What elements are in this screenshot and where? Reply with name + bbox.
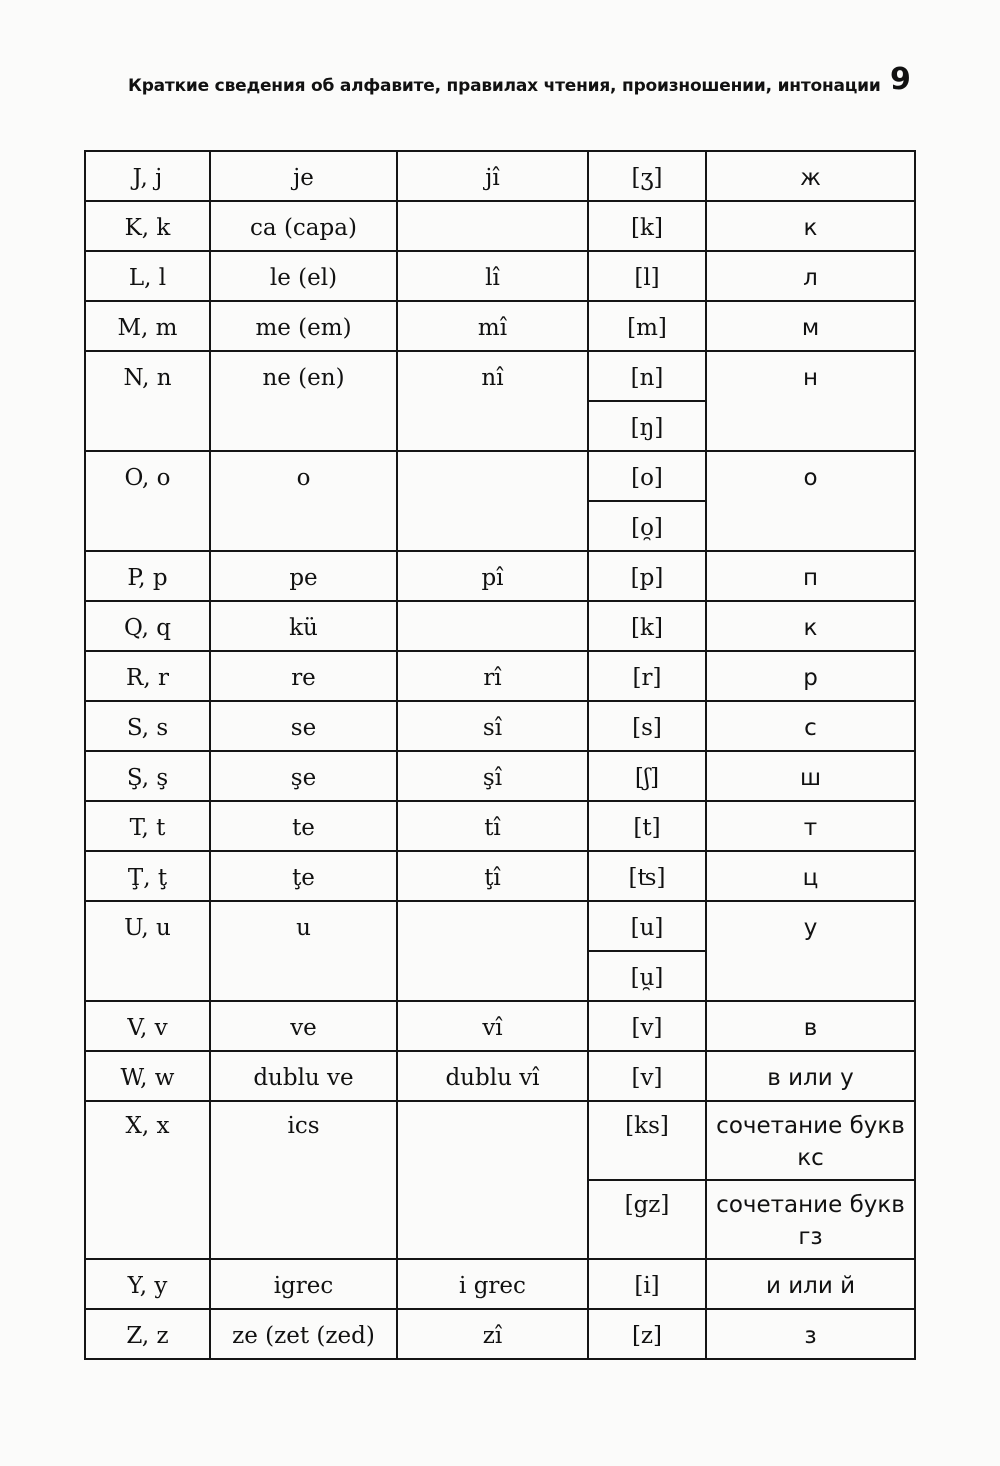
russian-cell: сочетание букв гз <box>706 1180 915 1259</box>
alt-name-cell: pî <box>397 551 588 601</box>
letter-cell: V, v <box>85 1001 210 1051</box>
letter-cell: J, j <box>85 151 210 201</box>
sound-cell: [gz] <box>588 1180 706 1259</box>
page-header <box>0 62 1000 112</box>
letter-cell: Z, z <box>85 1309 210 1359</box>
table-row <box>85 551 915 601</box>
letter-cell: K, k <box>85 201 210 251</box>
table-row <box>85 251 915 301</box>
alt-name-cell: zî <box>397 1309 588 1359</box>
letter-cell: Ţ, ţ <box>85 851 210 901</box>
russian-cell: п <box>706 551 915 601</box>
name-cell: şe <box>210 751 397 801</box>
russian-cell: т <box>706 801 915 851</box>
letter-cell: R, r <box>85 651 210 701</box>
sound-cell: [ʦ] <box>588 851 706 901</box>
russian-cell: м <box>706 301 915 351</box>
russian-cell: и или й <box>706 1259 915 1309</box>
table-row <box>85 701 915 751</box>
russian-cell: н <box>706 351 915 451</box>
sound-cell: [r] <box>588 651 706 701</box>
alt-name-cell: sî <box>397 701 588 751</box>
sound-cell: [l] <box>588 251 706 301</box>
table-row <box>85 1051 915 1101</box>
name-cell: je <box>210 151 397 201</box>
name-cell: te <box>210 801 397 851</box>
sound-cell: [z] <box>588 1309 706 1359</box>
table-row <box>85 301 915 351</box>
letter-cell: Y, y <box>85 1259 210 1309</box>
russian-cell: с <box>706 701 915 751</box>
table-row <box>85 851 915 901</box>
alt-name-cell <box>397 901 588 1001</box>
russian-cell: ш <box>706 751 915 801</box>
russian-cell: к <box>706 201 915 251</box>
alt-name-cell <box>397 601 588 651</box>
alphabet-table-body <box>85 151 915 1359</box>
letter-cell: W, w <box>85 1051 210 1101</box>
sound-cell: [s] <box>588 701 706 751</box>
sound-cell: [k] <box>588 601 706 651</box>
name-cell: ca (capa) <box>210 201 397 251</box>
name-cell: igrec <box>210 1259 397 1309</box>
letter-cell: X, x <box>85 1101 210 1259</box>
alt-name-cell: vî <box>397 1001 588 1051</box>
alt-name-cell <box>397 451 588 551</box>
table-row <box>85 451 915 501</box>
sound-cell: [p] <box>588 551 706 601</box>
table-row <box>85 751 915 801</box>
alt-name-cell: şî <box>397 751 588 801</box>
name-cell: ze (zet (zed) <box>210 1309 397 1359</box>
russian-cell: в <box>706 1001 915 1051</box>
table-row <box>85 1309 915 1359</box>
russian-cell: р <box>706 651 915 701</box>
name-cell: ţe <box>210 851 397 901</box>
alt-name-cell <box>397 1101 588 1259</box>
letter-cell: O, o <box>85 451 210 551</box>
name-cell: se <box>210 701 397 751</box>
name-cell: ve <box>210 1001 397 1051</box>
letter-cell: N, n <box>85 351 210 451</box>
russian-cell: в или у <box>706 1051 915 1101</box>
letter-cell: S, s <box>85 701 210 751</box>
letter-cell: Q, q <box>85 601 210 651</box>
name-cell: o <box>210 451 397 551</box>
sound-cell: [u̯] <box>588 951 706 1001</box>
table-row <box>85 1101 915 1180</box>
sound-cell: [v] <box>588 1051 706 1101</box>
letter-cell: P, p <box>85 551 210 601</box>
alt-name-cell: tî <box>397 801 588 851</box>
russian-cell: ж <box>706 151 915 201</box>
sound-cell: [v] <box>588 1001 706 1051</box>
name-cell: dublu ve <box>210 1051 397 1101</box>
table-row <box>85 901 915 951</box>
alphabet-table <box>84 150 916 1360</box>
sound-cell: [ʃ] <box>588 751 706 801</box>
sound-cell: [m] <box>588 301 706 351</box>
letter-cell: T, t <box>85 801 210 851</box>
alt-name-cell: jî <box>397 151 588 201</box>
page-title: Краткие сведения об алфавите, правилах чтения, произношении, интонации <box>128 76 881 96</box>
russian-cell: о <box>706 451 915 551</box>
name-cell: re <box>210 651 397 701</box>
letter-cell: L, l <box>85 251 210 301</box>
letter-cell: M, m <box>85 301 210 351</box>
sound-cell: [t] <box>588 801 706 851</box>
alt-name-cell <box>397 201 588 251</box>
russian-cell: з <box>706 1309 915 1359</box>
page-number: 9 <box>890 62 911 97</box>
table-row <box>85 351 915 401</box>
russian-cell: л <box>706 251 915 301</box>
alt-name-cell: dublu vî <box>397 1051 588 1101</box>
sound-cell: [n] <box>588 351 706 401</box>
name-cell: kü <box>210 601 397 651</box>
sound-cell: [i] <box>588 1259 706 1309</box>
sound-cell: [ʒ] <box>588 151 706 201</box>
alt-name-cell: mî <box>397 301 588 351</box>
letter-cell: U, u <box>85 901 210 1001</box>
table-row <box>85 651 915 701</box>
table-row <box>85 151 915 201</box>
name-cell: me (em) <box>210 301 397 351</box>
name-cell: u <box>210 901 397 1001</box>
name-cell: pe <box>210 551 397 601</box>
alt-name-cell: rî <box>397 651 588 701</box>
name-cell: le (el) <box>210 251 397 301</box>
name-cell: ne (en) <box>210 351 397 451</box>
alt-name-cell: ţî <box>397 851 588 901</box>
sound-cell: [k] <box>588 201 706 251</box>
table-row <box>85 801 915 851</box>
russian-cell: у <box>706 901 915 1001</box>
sound-cell: [ks] <box>588 1101 706 1180</box>
alt-name-cell: lî <box>397 251 588 301</box>
letter-cell: Ş, ş <box>85 751 210 801</box>
sound-cell: [u] <box>588 901 706 951</box>
table-row <box>85 1001 915 1051</box>
alt-name-cell: nî <box>397 351 588 451</box>
russian-cell: ц <box>706 851 915 901</box>
sound-cell: [o] <box>588 451 706 501</box>
russian-cell: к <box>706 601 915 651</box>
name-cell: ics <box>210 1101 397 1259</box>
alt-name-cell: i grec <box>397 1259 588 1309</box>
table-row <box>85 1259 915 1309</box>
sound-cell: [ŋ] <box>588 401 706 451</box>
table-row <box>85 601 915 651</box>
table-row <box>85 201 915 251</box>
sound-cell: [o̯] <box>588 501 706 551</box>
russian-cell: сочетание букв кс <box>706 1101 915 1180</box>
